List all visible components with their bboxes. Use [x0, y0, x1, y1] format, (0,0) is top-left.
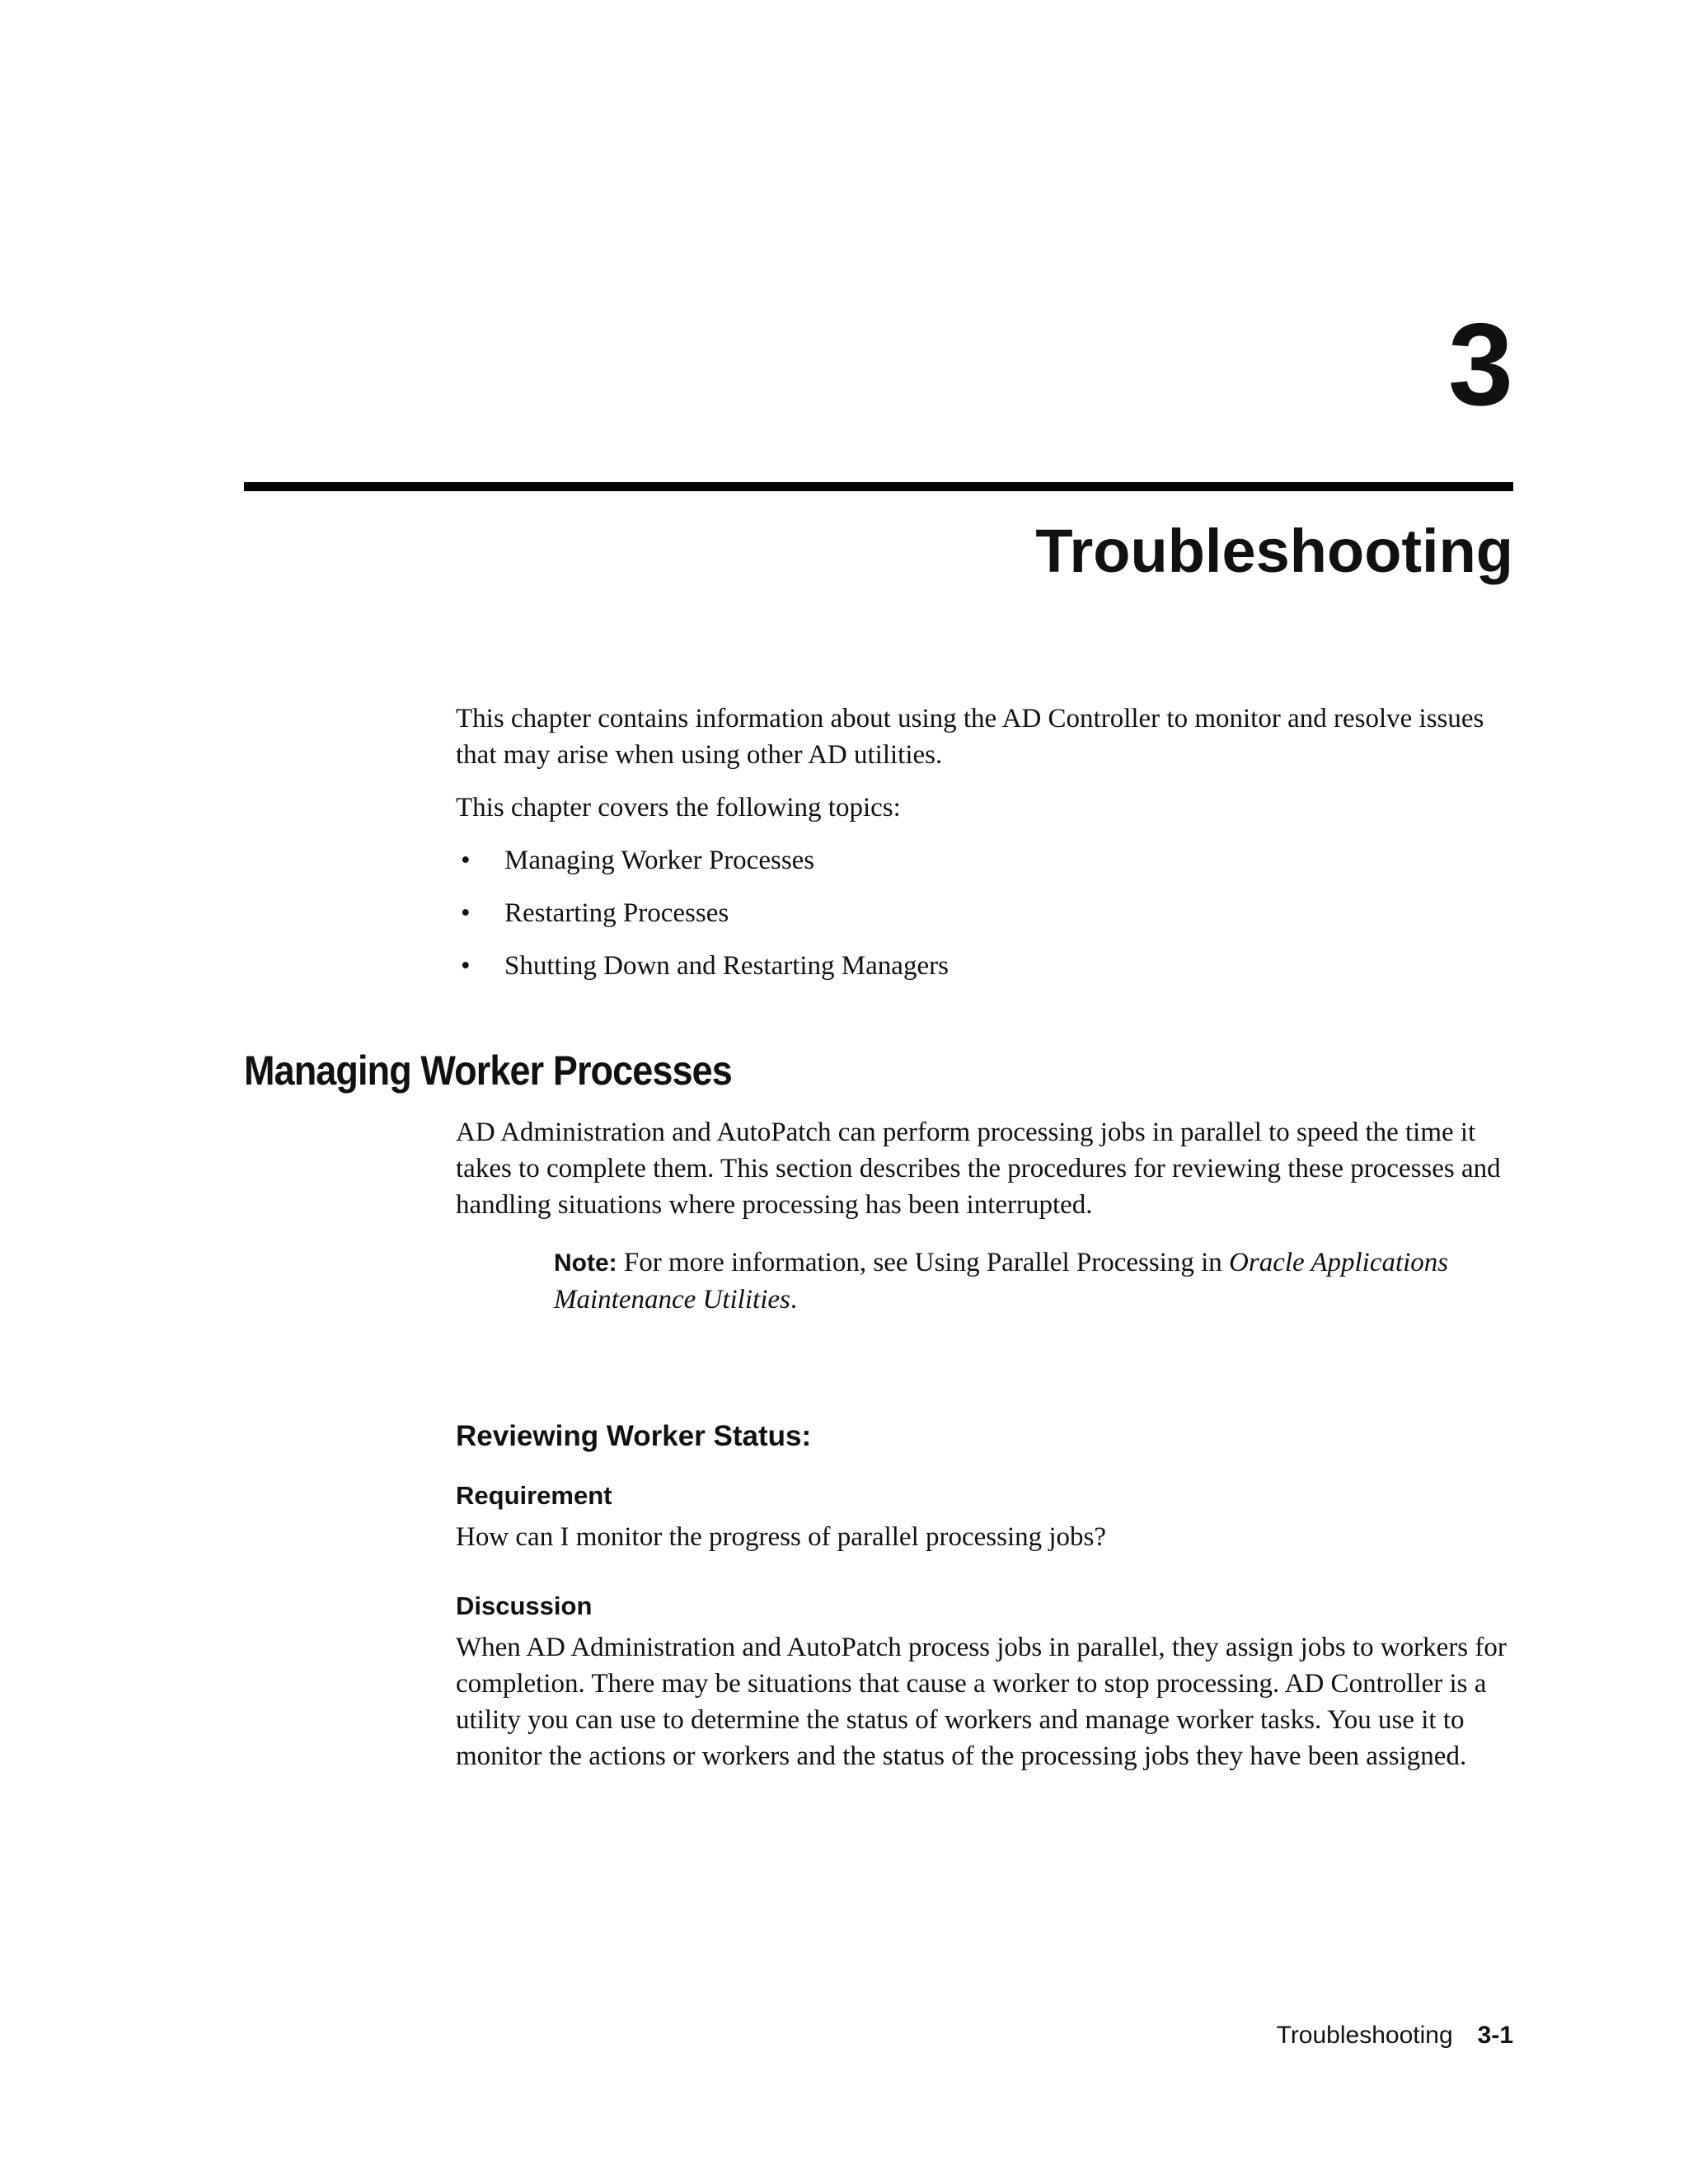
topic-item[interactable]: [456, 842, 949, 879]
note-end: .: [790, 1285, 798, 1315]
intro-paragraph: This chapter contains information about using the AD Controller to monitor and resolve issues that may arise when using other AD utilities.: [456, 704, 1484, 770]
note-label: Note:: [554, 1249, 617, 1277]
note-text: For more information, see Using Parallel Processing in: [623, 1248, 1222, 1277]
discussion-heading: Discussion: [456, 1591, 593, 1620]
bullet-icon: •: [461, 898, 471, 928]
requirement-text: How can I monitor the progress of parallel processing jobs?: [456, 1522, 1107, 1552]
topic-list: [456, 842, 949, 1001]
topic-label: Restarting Processes: [504, 898, 729, 928]
bullet-icon: •: [461, 846, 471, 875]
chapter-number: 3: [1448, 299, 1513, 430]
topic-item[interactable]: [456, 948, 949, 984]
footer-running-title: Troubleshooting: [1276, 2022, 1453, 2049]
discussion-text: When AD Administration and AutoPatch process jobs in parallel, they assign jobs to workers for completion. There may be situations that cause a worker to stop processing. AD Controller is a utility you can use to determine the status of workers and manage worker tasks. You use it to monitor the actions or workers and the status of the processing jobs they have been assigned.: [456, 1633, 1507, 1771]
chapter-title: Troubleshooting: [1035, 517, 1513, 585]
topic-label: Managing Worker Processes: [504, 846, 815, 875]
topics-intro: This chapter covers the following topics:: [456, 793, 901, 823]
section-body: AD Administration and AutoPatch can perform processing jobs in parallel to speed the time it takes to complete them. This section describes the procedures for reviewing these processes and handling situations where processing has been interrupted.: [456, 1118, 1501, 1220]
bullet-icon: •: [461, 951, 471, 981]
topic-label: Shutting Down and Restarting Managers: [504, 951, 949, 981]
subsection-heading: Reviewing Worker Status:: [456, 1420, 812, 1452]
topic-item[interactable]: [456, 895, 949, 931]
note-book-title: Oracle Applications Maintenance Utilities: [554, 1248, 1449, 1315]
section-heading: Managing Worker Processes: [244, 1047, 732, 1094]
requirement-heading: Requirement: [456, 1481, 612, 1510]
page-number: 3-1: [1477, 2022, 1513, 2049]
note: [554, 1244, 1461, 1318]
page-footer: [1277, 2021, 1513, 2050]
chapter-rule: [244, 482, 1513, 491]
